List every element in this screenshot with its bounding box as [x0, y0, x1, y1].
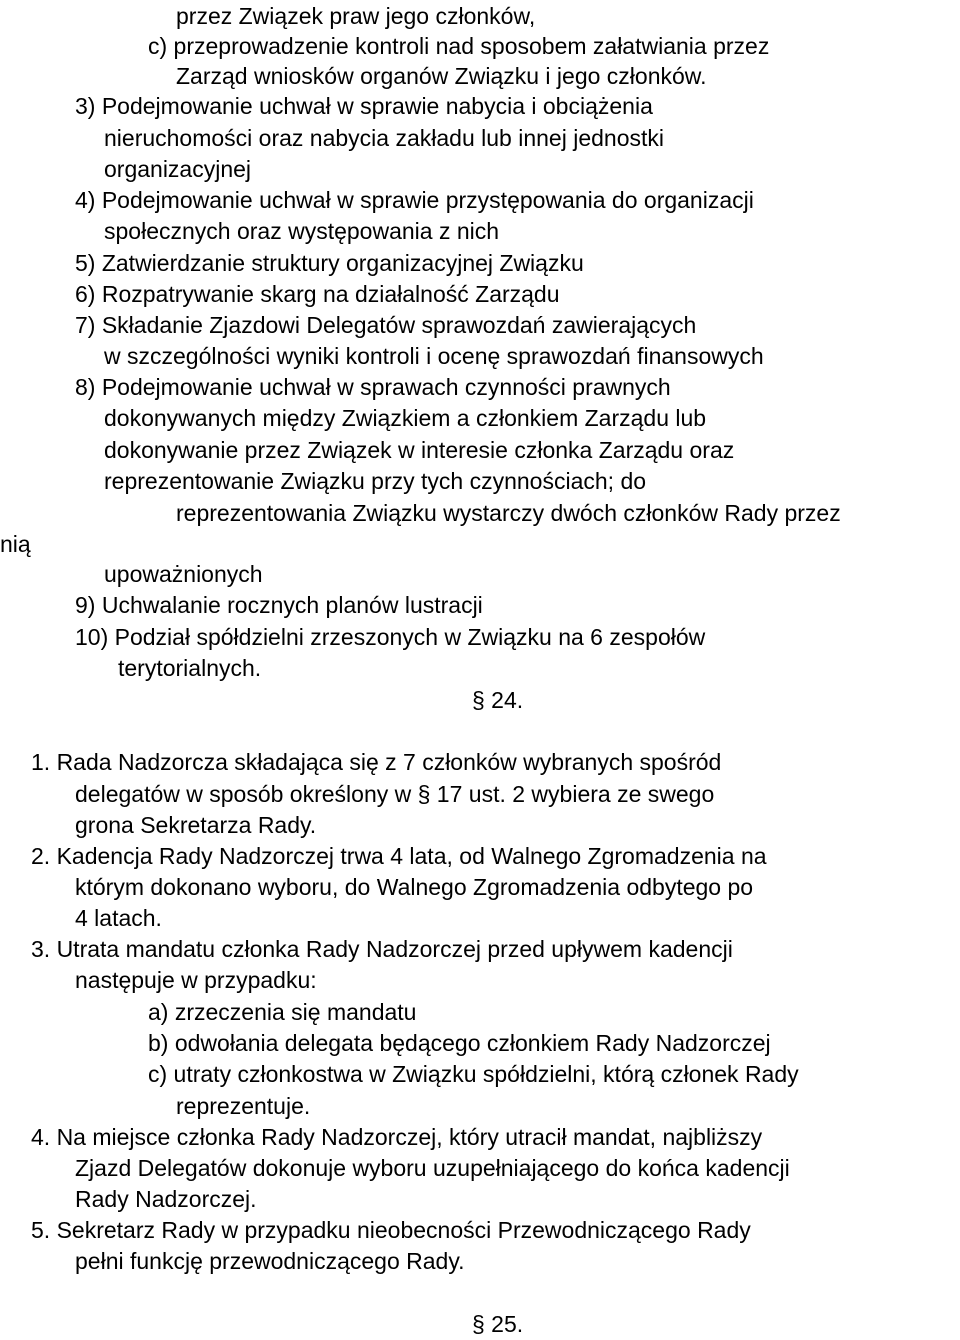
list-item-8: 8) Podejmowanie uchwał w sprawach czynności prawnych — [75, 374, 671, 400]
list-item-c: c) utraty członkostwa w Związku spółdzielni, którą członek Rady — [148, 1061, 799, 1087]
text-line: reprezentowanie Związku przy tych czynnościach; do — [104, 468, 647, 494]
text-line: dokonywanych między Związkiem a członkiem Zarządu lub — [104, 405, 707, 431]
list-item-9: 9) Uchwalanie rocznych planów lustracji — [75, 592, 483, 618]
text-line: w szczególności wyniki kontroli i ocenę sprawozdań finansowych — [104, 343, 764, 369]
text-line: następuje w przypadku: — [75, 967, 317, 993]
text-line: Zjazd Delegatów dokonuje wyboru uzupełniającego do końca kadencji — [75, 1155, 790, 1181]
list-item-3: 3) Podejmowanie uchwał w sprawie nabycia i obciążenia — [75, 93, 653, 119]
text-line: społecznych oraz występowania z nich — [104, 218, 500, 244]
list-item-4: 4) Podejmowanie uchwał w sprawie przystępowania do organizacji — [75, 187, 754, 213]
text-line: którym dokonano wyboru, do Walnego Zgromadzenia odbytego po — [75, 874, 754, 900]
text-line: organizacyjnej — [104, 156, 252, 182]
text-line: reprezentowania Związku wystarczy dwóch członków Rady przez — [176, 500, 841, 526]
list-item-10: 10) Podział spółdzielni zrzeszonych w Związku na 6 zespołów — [75, 624, 706, 650]
paragraph-4: 4. Na miejsce członka Rady Nadzorczej, który utracił mandat, najbliższy — [31, 1124, 763, 1150]
text-line: nieruchomości oraz nabycia zakładu lub innej jednostki — [104, 125, 664, 151]
text-line: delegatów w sposób określony w § 17 ust. 2 wybiera ze swego — [75, 781, 715, 807]
paragraph-2: 2. Kadencja Rady Nadzorczej trwa 4 lata, od Walnego Zgromadzenia na — [31, 843, 767, 869]
text-line: pełni funkcję przewodniczącego Rady. — [75, 1248, 465, 1274]
text-line: Zarząd wniosków organów Związku i jego członków. — [176, 63, 707, 89]
text-line: przez Związek praw jego członków, — [176, 3, 536, 29]
list-item-7: 7) Składanie Zjazdowi Delegatów sprawozdań zawierających — [75, 312, 697, 338]
text-line: c) przeprowadzenie kontroli nad sposobem załatwiania przez — [148, 33, 770, 59]
section-heading: § 24. — [472, 687, 524, 713]
text-line: grona Sekretarza Rady. — [75, 812, 317, 838]
paragraph-5: 5. Sekretarz Rady w przypadku nieobecności Przewodniczącego Rady — [31, 1217, 751, 1243]
paragraph-1: 1. Rada Nadzorcza składająca się z 7 członków wybranych spośród — [31, 749, 722, 775]
text-line: dokonywanie przez Związek w interesie członka Zarządu oraz — [104, 437, 735, 463]
text-line: nią — [0, 531, 31, 557]
text-line: terytorialnych. — [118, 655, 262, 681]
paragraph-3: 3. Utrata mandatu członka Rady Nadzorczej przed upływem kadencji — [31, 936, 733, 962]
list-item-a: a) zrzeczenia się mandatu — [148, 999, 417, 1025]
list-item-b: b) odwołania delegata będącego członkiem Rady Nadzorczej — [148, 1030, 771, 1056]
text-line: reprezentuje. — [176, 1093, 311, 1119]
text-line: upoważnionych — [104, 561, 263, 587]
section-heading: § 25. — [472, 1311, 524, 1337]
text-line: Rady Nadzorczej. — [75, 1186, 257, 1212]
list-item-5: 5) Zatwierdzanie struktury organizacyjnej Związku — [75, 250, 584, 276]
list-item-6: 6) Rozpatrywanie skarg na działalność Zarządu — [75, 281, 560, 307]
text-line: 4 latach. — [75, 905, 162, 931]
